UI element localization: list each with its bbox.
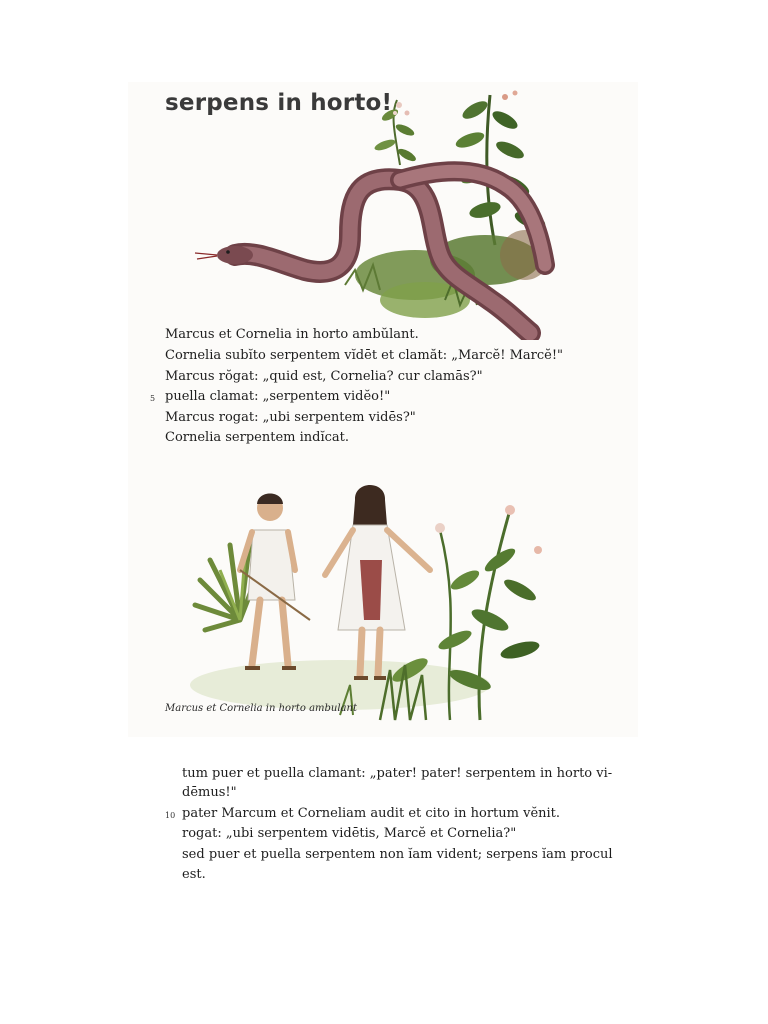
passage-line-1: Marcus et Cornelia in horto ambŭlant. [165,327,419,342]
passage-line-6: Cornelia serpentem indĭcat. [165,430,349,445]
line-number: 10 [165,811,176,820]
passage2-line-2: dēmus!" [182,785,237,800]
passage2-line-1: tum puer et puella clamant: „pater! pater! serpentem in horto vi- [182,766,613,781]
children-illustration [190,470,565,730]
boy-figure [240,494,310,669]
girl-figure [325,485,430,678]
passage-line-2: Cornelia subĭto serpentem vĭdēt et clamăt: „Marcĕ! Marcĕ!" [165,348,564,363]
page-title: serpens in horto! [165,90,393,116]
line-number: 5 [150,394,156,403]
passage2-line-6: est. [182,867,206,882]
passage-line-4: puella clamat: „serpentem vidĕo!" [165,389,391,404]
passage2-line-5: sed puer et puella serpentem non ĭam vident; serpens ĭam procul [182,847,613,862]
passage-line-5: Marcus rogat: „ubi serpentem vidēs?" [165,410,416,425]
passage-line-3: Marcus rŏgat: „quid est, Cornelia? cur clamās?" [165,369,483,384]
figure-caption: Marcus et Cornelia in horto ambulant [165,703,357,714]
passage2-line-4: rogat: „ubi serpentem vidētis, Marcĕ et Cornelia?" [182,826,517,841]
passage2-line-3: pater Marcum et Corneliam audit et cito in hortum vĕnit. [182,806,561,821]
snake-illustration [185,85,555,340]
